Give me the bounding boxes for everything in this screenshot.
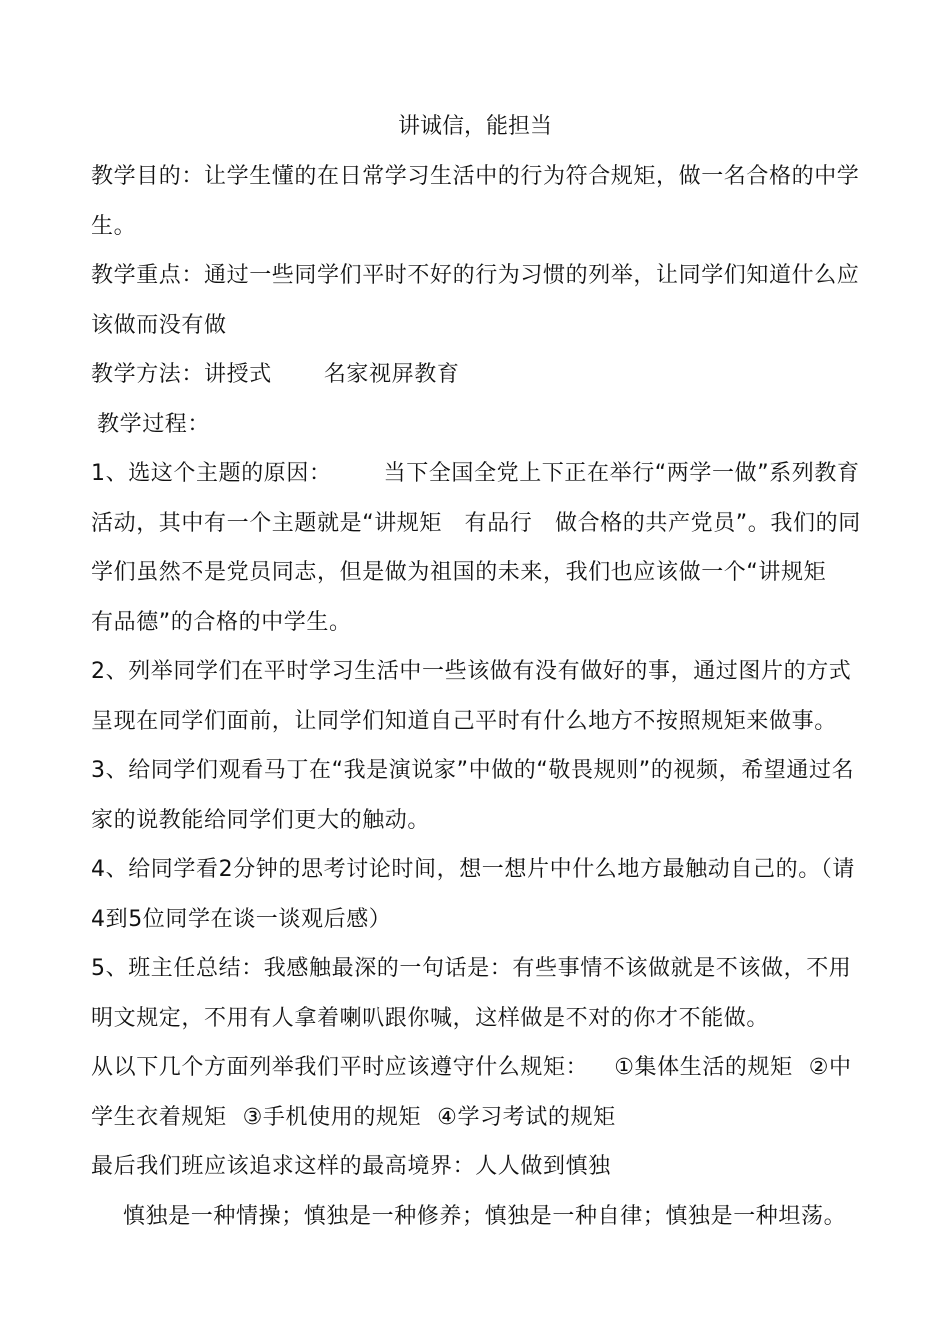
aspect-3: ③手机使用的规矩	[242, 1104, 422, 1130]
method-label: 教学方法：讲授式	[91, 362, 272, 387]
aspect-4: ④学习考试的规矩	[437, 1104, 616, 1130]
step-5-paragraph: 5、班主任总结：我感触最深的一句话是：有些事情不该做就是不该做，不用明文规定，不用有人拿着喇叭跟你喊，这样做是不对的你才不能做。	[91, 956, 852, 1031]
step-3-paragraph: 3、给同学们观看马丁在“我是演说家”中做的“敬畏规则”的视频，希望通过名家的说教能给同学们更大的触动。	[91, 758, 855, 833]
aspects-intro: 从以下几个方面列举我们平时应该遵守什么规矩：	[91, 1055, 589, 1080]
step-2-paragraph: 2、列举同学们在平时学习生活中一些该做有没有做好的事，通过图片的方式呈现在同学们面前，让同学们知道自己平时有什么地方不按照规矩来做事。	[91, 659, 852, 734]
closing-paragraph: 慎独是一种情操；慎独是一种修养；慎独是一种自律；慎独是一种坦荡。	[123, 1203, 847, 1229]
document-title: 讲诚信，能担当	[397, 114, 552, 139]
objective-paragraph: 教学目的：让学生懂的在日常学习生活中的行为符合规矩，做一名合格的中学生。	[91, 164, 860, 239]
step-1-intro: 1、选这个主题的原因：	[91, 461, 332, 486]
goal-paragraph: 最后我们班应该追求这样的最高境界：人人做到慎独	[91, 1154, 611, 1179]
step-1-paragraph	[91, 449, 861, 647]
process-heading: 教学过程：	[97, 411, 211, 437]
aspects-paragraph	[91, 1043, 861, 1142]
aspect-1: ①集体生活的规矩	[614, 1055, 793, 1080]
aspect-2: ②中学生衣着规矩	[91, 1055, 852, 1130]
document-body	[91, 152, 861, 1241]
method-paragraph	[91, 350, 861, 400]
step-1-body: 当下全国全党上下正在举行“两学一做”系列教育活动，其中有一个主题就是“讲规矩 有品行 做合格的共产党员”。我们的同学们虽然不是党员同志，但是做为祖国的未来，我们也应该做一个“讲规矩 有品德”的合格的中学生。	[91, 461, 861, 635]
method-extra: 名家视屏教育	[323, 362, 460, 387]
focus-paragraph: 教学重点：通过一些同学们平时不好的行为习惯的列举，让同学们知道什么应该做而没有做	[91, 263, 860, 338]
step-4-paragraph: 4、给同学看2分钟的思考讨论时间，想一想片中什么地方最触动自己的。（请4到5位同学在谈一谈观后感）	[91, 857, 855, 932]
